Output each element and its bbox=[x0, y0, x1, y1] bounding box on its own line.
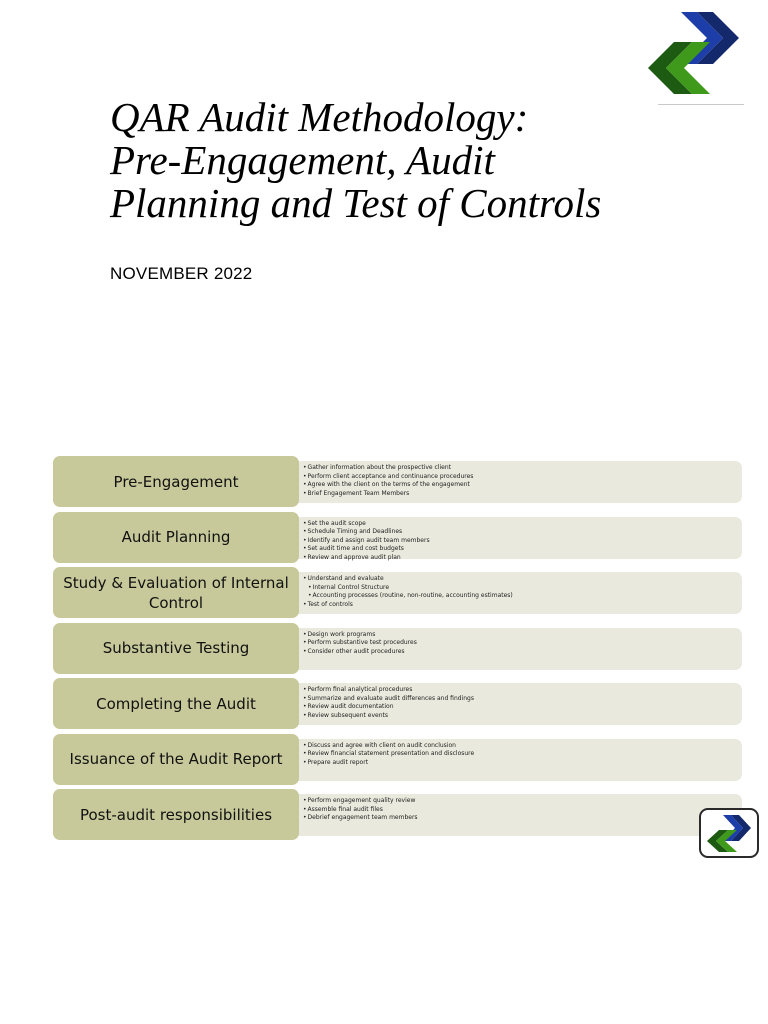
stage-row bbox=[53, 512, 743, 563]
stage-detail-item: • Identify and assign audit team members bbox=[303, 537, 734, 546]
stage-detail-item: • Set the audit scope bbox=[303, 520, 734, 529]
stage-detail-item: • Review audit documentation bbox=[303, 703, 734, 712]
stage-detail-item: • Accounting processes (routine, non-routine, accounting estimates) bbox=[303, 592, 734, 601]
stage-row bbox=[53, 456, 743, 507]
stage-detail-item: • Design work programs bbox=[303, 631, 734, 640]
stage-detail-item: • Consider other audit procedures bbox=[303, 648, 734, 657]
stage-label: Issuance of the Audit Report bbox=[53, 734, 299, 785]
stage-detail-item: • Prepare audit report bbox=[303, 759, 734, 768]
title-line-1: QAR Audit Methodology: bbox=[110, 94, 529, 140]
stage-detail-item: • Gather information about the prospective client bbox=[303, 464, 734, 473]
audit-stages-list bbox=[53, 456, 743, 845]
document-date: NOVEMBER 2022 bbox=[110, 264, 253, 283]
stage-detail-box bbox=[291, 628, 742, 670]
stage-label: Audit Planning bbox=[53, 512, 299, 563]
stage-detail-box bbox=[291, 739, 742, 781]
chevron-logo-icon bbox=[640, 8, 744, 108]
stage-detail-item: • Debrief engagement team members bbox=[303, 814, 734, 823]
stage-detail-list bbox=[303, 631, 734, 657]
stage-detail-item: • Agree with the client on the terms of the engagement bbox=[303, 481, 734, 490]
stage-label: Substantive Testing bbox=[53, 623, 299, 674]
stage-label: Completing the Audit bbox=[53, 678, 299, 729]
stage-detail-item: • Set audit time and cost budgets bbox=[303, 545, 734, 554]
stage-label: Post-audit responsibilities bbox=[53, 789, 299, 840]
stage-detail-list bbox=[303, 575, 734, 609]
stage-label: Study & Evaluation of Internal Control bbox=[53, 567, 299, 618]
stage-label: Pre-Engagement bbox=[53, 456, 299, 507]
stage-detail-item: • Internal Control Structure bbox=[303, 584, 734, 593]
stage-detail-list bbox=[303, 464, 734, 498]
stage-detail-item: • Brief Engagement Team Members bbox=[303, 490, 734, 499]
stage-detail-item: • Review financial statement presentation and disclosure bbox=[303, 750, 734, 759]
stage-detail-item: • Understand and evaluate bbox=[303, 575, 734, 584]
stage-detail-list bbox=[303, 686, 734, 720]
stage-detail-item: • Summarize and evaluate audit differences and findings bbox=[303, 695, 734, 704]
title-line-2: Pre-Engagement, Audit bbox=[110, 137, 495, 183]
stage-row bbox=[53, 678, 743, 729]
stage-detail-item: • Test of controls bbox=[303, 601, 734, 610]
title-line-3: Planning and Test of Controls bbox=[110, 180, 602, 226]
stage-detail-item: • Review and approve audit plan bbox=[303, 554, 734, 563]
stage-detail-item: • Assemble final audit files bbox=[303, 806, 734, 815]
stage-detail-box bbox=[291, 517, 742, 559]
stage-detail-box bbox=[291, 683, 742, 725]
document-title bbox=[110, 96, 750, 225]
stage-detail-box bbox=[291, 572, 742, 614]
stage-detail-item: • Perform engagement quality review bbox=[303, 797, 734, 806]
stage-detail-list bbox=[303, 797, 734, 823]
stage-detail-item: • Schedule Timing and Deadlines bbox=[303, 528, 734, 537]
stage-detail-item: • Perform client acceptance and continuance procedures bbox=[303, 473, 734, 482]
stage-detail-item: • Discuss and agree with client on audit conclusion bbox=[303, 742, 734, 751]
stage-row bbox=[53, 567, 743, 618]
stage-detail-list bbox=[303, 742, 734, 768]
chevron-logo-badge-icon bbox=[699, 808, 759, 858]
stage-row bbox=[53, 789, 743, 840]
stage-detail-item: • Review subsequent events bbox=[303, 712, 734, 721]
stage-row bbox=[53, 623, 743, 674]
stage-row bbox=[53, 734, 743, 785]
stage-detail-list bbox=[303, 520, 734, 563]
stage-detail-item: • Perform substantive test procedures bbox=[303, 639, 734, 648]
stage-detail-box bbox=[291, 461, 742, 503]
stage-detail-box bbox=[291, 794, 742, 836]
stage-detail-item: • Perform final analytical procedures bbox=[303, 686, 734, 695]
